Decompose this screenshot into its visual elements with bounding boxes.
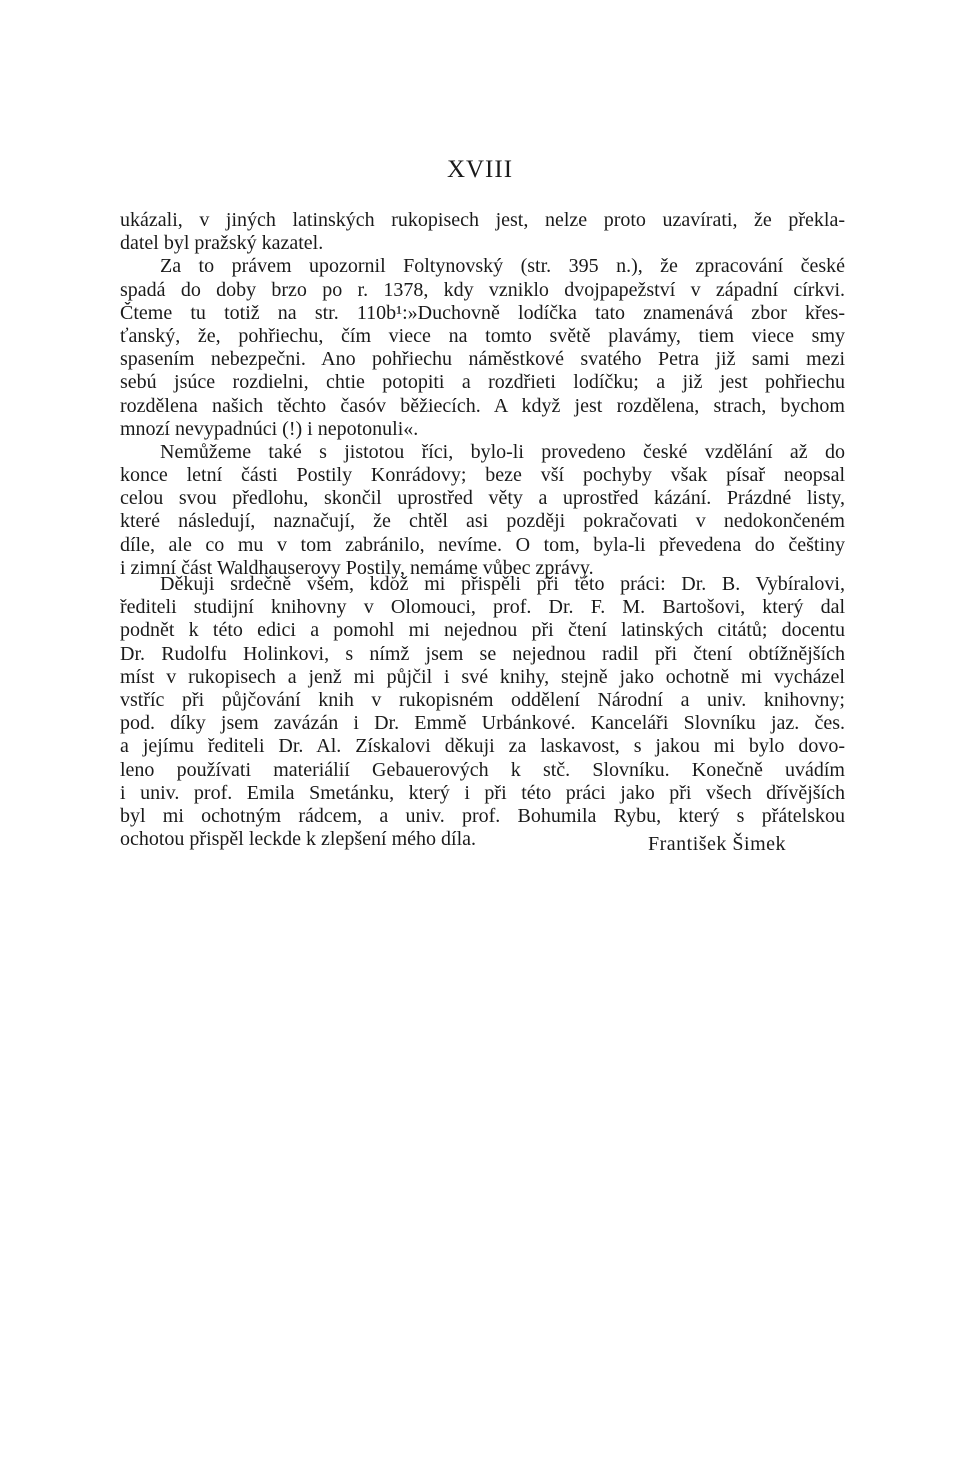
text-line: Čteme tu totiž na str. 110b¹:»Duchovně lodíčka tato znamenává zbor křes- (120, 301, 845, 324)
text-line: a jejímu řediteli Dr. Al. Získalovi děkuji za laskavost, s jakou mi bylo dovo- (120, 735, 845, 758)
text-line: rozdělena našich těchto časóv běžiecích. A když jest rozdělena, strach, bychom (120, 394, 845, 417)
text-line: řediteli studijní knihovny v Olomouci, prof. Dr. F. M. Bartošovi, který dal (120, 596, 845, 619)
text-line: byl mi ochotným rádcem, a univ. prof. Bohumila Rybu, který s přátelskou (120, 804, 845, 827)
paragraph-2 (120, 255, 845, 441)
text-line: Za to právem upozornil Foltynovský (str. 395 n.), že zpracování české (160, 255, 845, 278)
text-line: spasením nebezpečni. Ano pohřiechu náměstkové svatého Petra již sami mezi (120, 348, 845, 371)
text-line: ochotou přispěl leckde k zlepšení mého díla. (120, 828, 477, 851)
text-line: vstříc při půjčování knih v rukopisném oddělení Národní a univ. knihovny; (120, 688, 845, 711)
text-line: leno používati materiálií Gebauerových k stč. Slovníku. Konečně uvádím (120, 758, 845, 781)
text-line: spadá do doby brzo po r. 1378, kdy vzniklo dvojpapežství v západní církvi. (120, 278, 845, 301)
text-line: které následují, naznačují, že chtěl asi později pokračovati v nedokončeném (120, 510, 845, 533)
paragraph-3 (120, 441, 845, 580)
text-line: podnět k této edici a pomohl mi nejednou při čtení latinských citátů; docentu (120, 619, 845, 642)
text-line: Dr. Rudolfu Holinkovi, s nímž jsem se nejednou radil při čtení obtížnějších (120, 642, 845, 665)
text-line: mnozí nevypadnúci (!) i nepotonuli«. (120, 417, 419, 440)
text-line: i zimní část Waldhauserovy Postily, nemáme vůbec zprávy. (120, 556, 594, 579)
text-line: Nemůžeme také s jistotou říci, bylo-li provedeno české vzdělání až do (160, 440, 845, 463)
text-line: pod. díky jsem zavázán i Dr. Emmě Urbánkové. Kanceláři Slovníku jaz. čes. (120, 712, 845, 735)
page-number: XVIII (446, 156, 514, 183)
text-line: ukázali, v jiných latinských rukopisech jest, nelze proto uzavírati, že překla- (120, 209, 845, 231)
acknowledgements (120, 573, 845, 851)
text-line: díle, ale co mu v tom zabránilo, nevíme. O tom, byla-li převedena do češtiny (120, 533, 845, 556)
text-line: datel byl pražský kazatel. (120, 232, 324, 255)
paragraph-1 (120, 209, 845, 255)
text-line: celou svou předlohu, skončil uprostřed věty a uprostřed kázání. Prázdné listy, (120, 487, 845, 510)
text-line: ťanský, že, pohřiechu, čím viece na tomto světě plavámy, tiem viece smy (120, 324, 845, 347)
text-line: Děkuji srdečně všem, kdož mi přispěli při této práci: Dr. B. Vybíralovi, (160, 573, 845, 595)
text-line: míst v rukopisech a jenž mi půjčil i své knihy, stejně jako ochotně mi vycházel (120, 665, 845, 688)
body-text-upper (120, 209, 845, 580)
text-line: sebú jsúce rozdielni, chtie potopiti a rozdřieti lodíčku; a již jest pohřiechu (120, 371, 845, 394)
author-signature: František Šimek (648, 833, 787, 855)
text-line: i univ. prof. Emila Smetánku, který i při této práci jako při všech dřívějších (120, 781, 845, 804)
text-line: konce letní části Postily Konrádovy; beze vší pochyby však písař neopsal (120, 464, 845, 487)
